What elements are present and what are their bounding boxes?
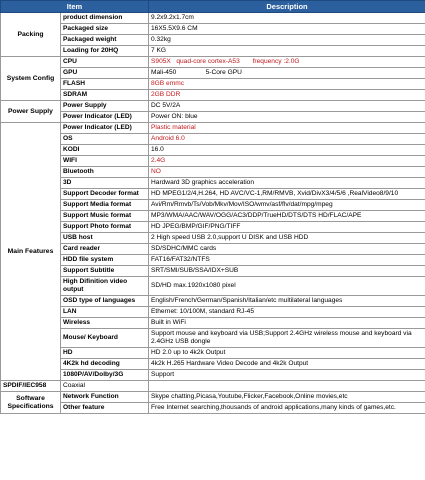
row-value: 2 High speed USB 2.0,support U DISK and USB HDD xyxy=(149,233,425,244)
table-row xyxy=(1,68,425,79)
table-row xyxy=(1,57,425,68)
table-row xyxy=(1,112,425,123)
cpu-frequency: frequency :2.0G xyxy=(252,58,300,65)
table-row xyxy=(1,359,425,370)
table-row xyxy=(1,348,425,359)
table-row xyxy=(1,178,425,189)
table-row xyxy=(1,134,425,145)
row-label: Bluetooth xyxy=(61,167,149,178)
row-value: Android 6.0 xyxy=(149,134,425,145)
table-row xyxy=(1,222,425,233)
header-item: Item xyxy=(1,1,149,13)
section-packing: Packing xyxy=(1,13,61,57)
row-value: HD JPEG/BMP/GIF/PNG/TIFF xyxy=(149,222,425,233)
row-label: Network Function xyxy=(61,392,149,403)
table-row xyxy=(1,370,425,381)
section-system-config: System Config xyxy=(1,57,61,101)
row-label: Wireless xyxy=(61,318,149,329)
row-label: CPU xyxy=(61,57,149,68)
row-label: Support Media format xyxy=(61,200,149,211)
table-row xyxy=(1,46,425,57)
row-label: Power Supply xyxy=(61,101,149,112)
row-label: High Difinition video output xyxy=(61,277,149,296)
table-row xyxy=(1,255,425,266)
row-label: Support Photo format xyxy=(61,222,149,233)
row-value: 0.32kg xyxy=(149,35,425,46)
row-label: HD xyxy=(61,348,149,359)
table-row xyxy=(1,101,425,112)
gpu-model: Mali-450 xyxy=(151,69,177,76)
row-value: 16X5.5X9.6 CM xyxy=(149,24,425,35)
row-value: Support mouse and keyboard via USB;Support 2.4GHz wireless mouse and keyboard via 2.4GHz USB dongle xyxy=(149,329,425,348)
row-value: SD/HD max.1920x1080 pixel xyxy=(149,277,425,296)
row-label: Other feature xyxy=(61,403,149,414)
table-row xyxy=(1,307,425,318)
row-value: English/French/German/Spanish/Italian/etc multilateral languages xyxy=(149,296,425,307)
row-label: Support Subtitle xyxy=(61,266,149,277)
row-label: Packaged size xyxy=(61,24,149,35)
row-label: SDRAM xyxy=(61,90,149,101)
row-value-cpu xyxy=(149,57,425,68)
row-value: Support xyxy=(149,370,425,381)
row-value: 9.2x9.2x1.7cm xyxy=(149,13,425,24)
row-value: Plastic material xyxy=(149,123,425,134)
table-row xyxy=(1,266,425,277)
table-row xyxy=(1,296,425,307)
row-value: 2.4G xyxy=(149,156,425,167)
table-row xyxy=(1,403,425,414)
table-row xyxy=(1,244,425,255)
row-value: 16.0 xyxy=(149,145,425,156)
row-label: OSD type of languages xyxy=(61,296,149,307)
section-power-supply: Power Supply xyxy=(1,101,61,123)
row-value: 8GB emmc xyxy=(149,79,425,90)
table-row xyxy=(1,200,425,211)
table-row xyxy=(1,79,425,90)
table-row xyxy=(1,329,425,348)
row-label: KODI xyxy=(61,145,149,156)
table-row xyxy=(1,211,425,222)
row-label: Mouse/ Keyboard xyxy=(61,329,149,348)
row-value: MP3/WMA/AAC/WAV/OGG/AC3/DDP/TrueHD/DTS/DTS HD/FLAC/APE xyxy=(149,211,425,222)
table-row xyxy=(1,277,425,296)
row-value: 2GB DDR xyxy=(149,90,425,101)
section-software-specifications: Software Specifications xyxy=(1,392,61,414)
row-label: Power Indicator (LED) xyxy=(61,123,149,134)
table-row xyxy=(1,145,425,156)
row-label: 3D xyxy=(61,178,149,189)
table-row xyxy=(1,35,425,46)
table-row xyxy=(1,123,425,134)
row-label: SPDIF/IEC958 xyxy=(1,381,61,392)
row-label: HDD file system xyxy=(61,255,149,266)
row-value: HD 2.0 up to 4k2k Output xyxy=(149,348,425,359)
row-label: WIFI xyxy=(61,156,149,167)
row-value: HD MPEG1/2/4,H.264, HD AVC/VC-1,RM/RMVB, Xvid/DivX3/4/5/6 ,RealVideo8/9/10 xyxy=(149,189,425,200)
table-row xyxy=(1,189,425,200)
row-value: SRT/SMI/SUB/SSA/IDX+SUB xyxy=(149,266,425,277)
row-label: Support Decoder format xyxy=(61,189,149,200)
row-value: Coaxial xyxy=(61,381,149,392)
row-label: product dimension xyxy=(61,13,149,24)
row-label: USB host xyxy=(61,233,149,244)
row-label: Support Music format xyxy=(61,211,149,222)
row-value: 7 KG xyxy=(149,46,425,57)
row-label: Power Indicator (LED) xyxy=(61,112,149,123)
table-row xyxy=(1,233,425,244)
row-label: LAN xyxy=(61,307,149,318)
row-value: FAT16/FAT32/NTFS xyxy=(149,255,425,266)
table-row xyxy=(1,24,425,35)
row-value: Avi/Rm/Rmvb/Ts/Vob/Mkv/Mov/ISO/wmv/asf/flv/dat/mpg/mpeg xyxy=(149,200,425,211)
table-row xyxy=(1,381,425,392)
row-value: NO xyxy=(149,167,425,178)
row-value: DC 5V/2A xyxy=(149,101,425,112)
row-value: SD/SDHC/MMC cards xyxy=(149,244,425,255)
table-row xyxy=(1,156,425,167)
row-label: Packaged weight xyxy=(61,35,149,46)
cpu-cores: quad-core cortex-A53 xyxy=(176,58,240,65)
table-row xyxy=(1,13,425,24)
row-value: 4k2k H.265 Hardware Video Decode and 4k2k Output xyxy=(149,359,425,370)
row-label: FLASH xyxy=(61,79,149,90)
cpu-model: S905X xyxy=(151,58,171,65)
row-label: Card reader xyxy=(61,244,149,255)
row-value-gpu xyxy=(149,68,425,79)
section-main-features: Main Features xyxy=(1,123,61,381)
gpu-cores: 5-Core GPU xyxy=(205,69,242,76)
row-value: Built in WiFi xyxy=(149,318,425,329)
row-label: Loading for 20HQ xyxy=(61,46,149,57)
row-label: OS xyxy=(61,134,149,145)
row-label: 1080P/AV/Dolby/3G xyxy=(61,370,149,381)
row-label: 4K2k hd decoding xyxy=(61,359,149,370)
row-value: Ethernet: 10/100M, standard RJ-45 xyxy=(149,307,425,318)
row-value: Hardward 3D graphics acceleration xyxy=(149,178,425,189)
table-row xyxy=(1,90,425,101)
table-row xyxy=(1,167,425,178)
row-value: Skype chatting,Picasa,Youtube,Flicker,Facebook,Online movies,etc xyxy=(149,392,425,403)
header-description: Description xyxy=(149,1,425,13)
row-value: Free Internet searching,thousands of android applications,many kinds of games,etc. xyxy=(149,403,425,414)
row-value: Power ON: blue xyxy=(149,112,425,123)
row-label: GPU xyxy=(61,68,149,79)
table-row xyxy=(1,318,425,329)
table-row xyxy=(1,392,425,403)
